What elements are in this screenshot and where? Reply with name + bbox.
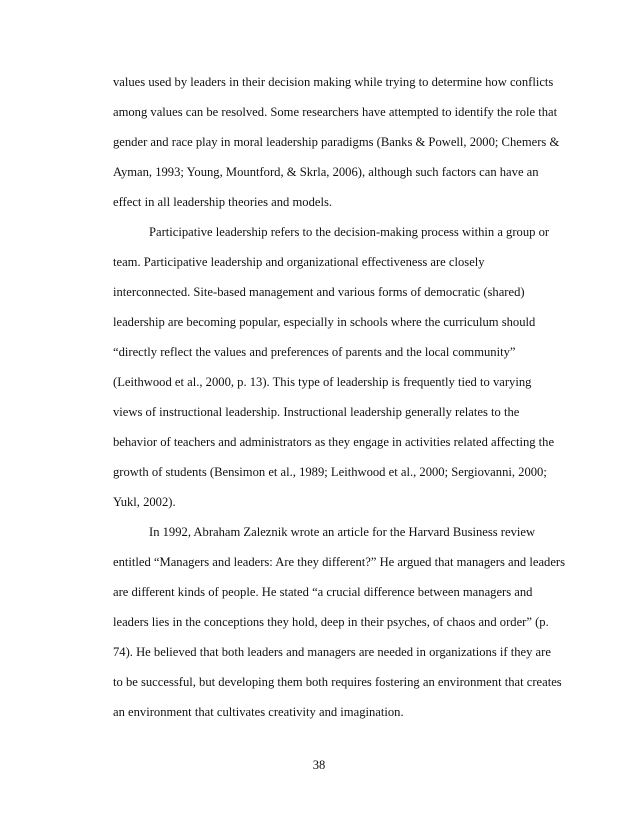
body-line: interconnected. Site-based management and various forms of democratic (shared) [113,285,525,299]
body-line: entitled “Managers and leaders: Are they different?” He argued that managers and leaders [113,555,566,569]
paragraph-first-line: In 1992, Abraham Zaleznik wrote an article for the Harvard Business review [149,525,536,539]
body-line: growth of students (Bensimon et al., 1989; Leithwood et al., 2000; Sergiovanni, 2000; [113,465,547,479]
body-line: to be successful, but developing them both requires fostering an environment that creates [113,675,562,689]
body-line: 74). He believed that both leaders and managers are needed in organizations if they are [113,645,551,659]
body-line: team. Participative leadership and organizational effectiveness are closely [113,255,485,269]
body-line: effect in all leadership theories and models. [113,195,333,209]
body-line: behavior of teachers and administrators as they engage in activities related affecting the [113,435,555,449]
body-line: among values can be resolved. Some researchers have attempted to identify the role that [113,105,558,119]
body-line: gender and race play in moral leadership paradigms (Banks & Powell, 2000; Chemers & [113,135,560,149]
body-line: Yukl, 2002). [113,495,176,509]
body-line: values used by leaders in their decision making while trying to determine how conflicts [113,75,554,89]
body-line: leaders lies in the conceptions they hold, deep in their psyches, of chaos and order” (p. [113,615,549,629]
body-line: leadership are becoming popular, especially in schools where the curriculum should [113,315,536,329]
page-number: 38 [312,758,326,772]
body-line: Ayman, 1993; Young, Mountford, & Skrla, 2006), although such factors can have an [113,165,539,179]
body-line: views of instructional leadership. Instructional leadership generally relates to the [113,405,520,419]
body-line: an environment that cultivates creativity and imagination. [113,705,404,719]
body-line: are different kinds of people. He stated “a crucial difference between managers and [113,585,533,599]
body-line: (Leithwood et al., 2000, p. 13). This type of leadership is frequently tied to varying [113,375,532,389]
body-line: “directly reflect the values and preferences of parents and the local community” [113,345,516,359]
paragraph-first-line: Participative leadership refers to the decision-making process within a group or [149,225,550,239]
